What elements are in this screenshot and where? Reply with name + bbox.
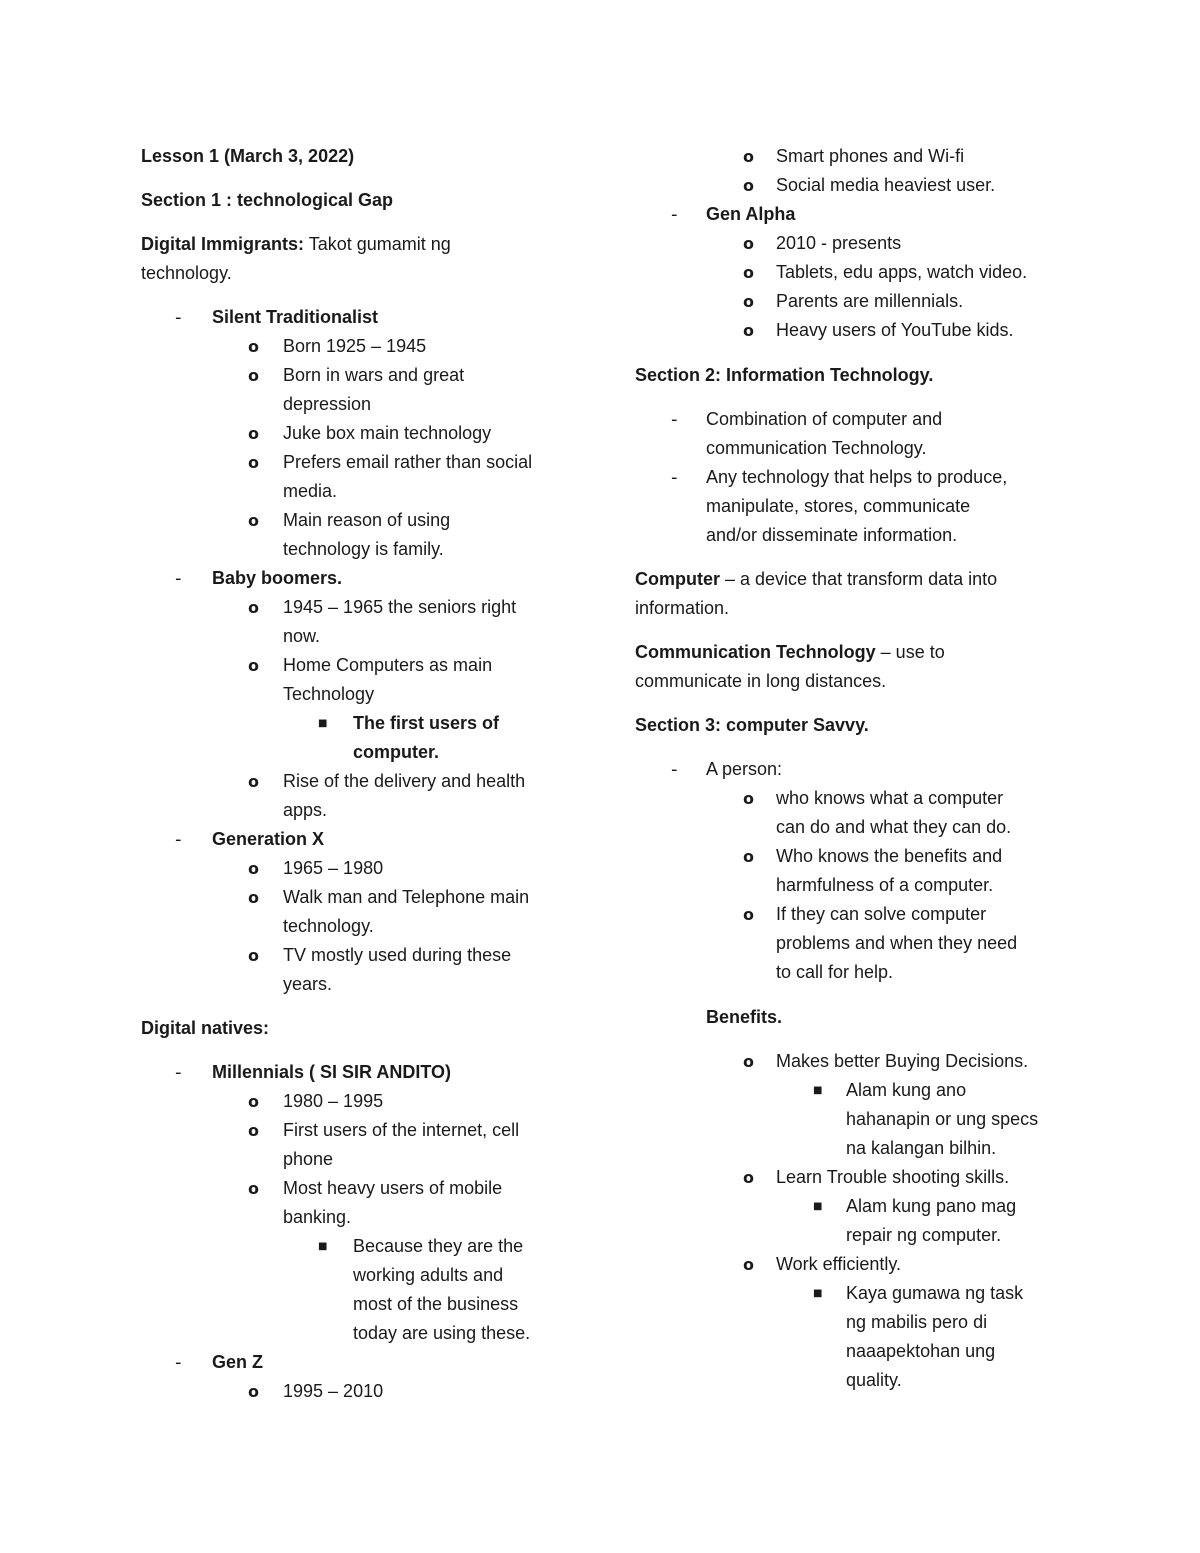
list-item	[141, 1232, 581, 1261]
communication-technology-definition	[635, 638, 1075, 667]
list-item-continuation: depression	[283, 394, 372, 414]
list-item-continuation: computer.	[353, 742, 440, 762]
dash-bullet: -	[671, 204, 678, 225]
list-item	[141, 1377, 581, 1406]
list-item-text: Kaya gumawa ng task	[846, 1283, 1024, 1303]
list-item-text: 1945 – 1965 the seniors right	[283, 597, 517, 617]
list-item-continuation: problems and when they need	[776, 933, 1018, 953]
list-item	[635, 316, 1075, 345]
list-item	[141, 854, 581, 883]
dash-bullet: -	[175, 568, 182, 589]
list-item-continuation: repair ng computer.	[846, 1225, 1002, 1245]
communication-technology-text: – use to	[875, 642, 945, 662]
circle-bullet: o	[743, 234, 754, 253]
dash-bullet: -	[671, 409, 678, 430]
circle-bullet: o	[248, 1179, 259, 1198]
gen-alpha-heading: Gen Alpha	[706, 204, 796, 224]
circle-bullet: o	[743, 321, 754, 340]
circle-bullet: o	[248, 337, 259, 356]
list-item-text: Learn Trouble shooting skills.	[776, 1167, 1010, 1187]
dash-bullet: -	[175, 1352, 182, 1373]
list-item	[635, 1250, 1075, 1279]
computer-definition	[635, 565, 1075, 594]
list-item-text: Born in wars and great	[283, 365, 465, 385]
list-item	[141, 1174, 581, 1203]
list-item-text: Rise of the delivery and health	[283, 771, 526, 791]
list-item	[141, 883, 581, 912]
list-item-continuation: today are using these.	[353, 1323, 531, 1343]
list-item-continuation: now.	[283, 626, 321, 646]
list-item	[635, 900, 1075, 929]
square-bullet: ■	[813, 1085, 823, 1096]
square-bullet: ■	[813, 1288, 823, 1299]
list-item	[635, 405, 1075, 434]
left-column	[141, 142, 581, 1406]
square-bullet: ■	[318, 718, 328, 729]
circle-bullet: o	[743, 789, 754, 808]
list-item-text: Who knows the benefits and	[776, 846, 1003, 866]
list-item	[635, 1279, 1075, 1308]
list-item-text: 1995 – 2010	[283, 1381, 384, 1401]
list-item	[635, 842, 1075, 871]
list-item-text: Prefers email rather than social	[283, 452, 533, 472]
circle-bullet: o	[743, 1255, 754, 1274]
dash-bullet: -	[671, 759, 678, 780]
circle-bullet: o	[248, 888, 259, 907]
list-item	[635, 784, 1075, 813]
list-item	[141, 361, 581, 390]
list-item	[635, 1047, 1075, 1076]
lesson-title: Lesson 1 (March 3, 2022)	[141, 146, 355, 166]
square-bullet: ■	[813, 1201, 823, 1212]
list-item	[635, 463, 1075, 492]
list-item-continuation: to call for help.	[776, 962, 894, 982]
list-item-text: Makes better Buying Decisions.	[776, 1051, 1029, 1071]
list-item-continuation: na kalangan bilhin.	[846, 1138, 997, 1158]
list-item-text: Because they are the	[353, 1236, 524, 1256]
list-item-text: Walk man and Telephone main	[283, 887, 530, 907]
list-item-continuation: and/or disseminate information.	[706, 525, 958, 545]
computer-text: – a device that transform data into	[720, 569, 998, 589]
generation-x-heading: Generation X	[212, 829, 325, 849]
list-item-continuation: technology.	[283, 916, 374, 936]
list-item	[635, 200, 1075, 229]
right-column	[635, 142, 1075, 1395]
list-item-continuation: years.	[283, 974, 333, 994]
circle-bullet: o	[743, 1052, 754, 1071]
list-item	[141, 825, 581, 854]
list-item	[141, 651, 581, 680]
list-item	[635, 258, 1075, 287]
list-item-text: 2010 - presents	[776, 233, 902, 253]
digital-natives-heading: Digital natives:	[141, 1018, 270, 1038]
list-item-text: Juke box main technology	[283, 423, 492, 443]
list-item-continuation: quality.	[846, 1370, 902, 1390]
list-item-continuation: technology is family.	[283, 539, 444, 559]
circle-bullet: o	[248, 772, 259, 791]
list-item-text: 1980 – 1995	[283, 1091, 384, 1111]
list-item-text: Work efficiently.	[776, 1254, 902, 1274]
list-item-text: Smart phones and Wi-fi	[776, 146, 965, 166]
list-item	[141, 564, 581, 593]
list-item-continuation: apps.	[283, 800, 328, 820]
list-item	[141, 1058, 581, 1087]
communication-technology-definition-2: communicate in long distances.	[635, 671, 887, 691]
gen-z-heading: Gen Z	[212, 1352, 264, 1372]
dash-bullet: -	[175, 307, 182, 328]
list-item-continuation: Technology	[283, 684, 375, 704]
list-item-text: Social media heaviest user.	[776, 175, 996, 195]
list-item	[141, 303, 581, 332]
dash-bullet: -	[175, 1062, 182, 1083]
list-item-text: Born 1925 – 1945	[283, 336, 427, 356]
circle-bullet: o	[248, 511, 259, 530]
baby-boomers-heading: Baby boomers.	[212, 568, 343, 588]
list-item-text: TV mostly used during these	[283, 945, 512, 965]
list-item-continuation: hahanapin or ung specs	[846, 1109, 1039, 1129]
list-item	[141, 1116, 581, 1145]
list-item-continuation: banking.	[283, 1207, 352, 1227]
list-item	[141, 709, 581, 738]
circle-bullet: o	[743, 263, 754, 282]
list-item-text: Tablets, edu apps, watch video.	[776, 262, 1028, 282]
computer-label: Computer	[635, 569, 720, 589]
list-item-text: Alam kung ano	[846, 1080, 967, 1100]
list-item-continuation: working adults and	[353, 1265, 504, 1285]
list-item-text: Alam kung pano mag	[846, 1196, 1017, 1216]
list-item	[635, 1076, 1075, 1105]
list-item-text: who knows what a computer	[776, 788, 1004, 808]
list-item	[141, 941, 581, 970]
list-item-text: A person:	[706, 759, 783, 779]
section-1-heading: Section 1 : technological Gap	[141, 190, 394, 210]
circle-bullet: o	[743, 292, 754, 311]
silent-traditionalist-heading: Silent Traditionalist	[212, 307, 379, 327]
list-item-text: If they can solve computer	[776, 904, 987, 924]
circle-bullet: o	[248, 598, 259, 617]
list-item-continuation: can do and what they can do.	[776, 817, 1012, 837]
list-item	[635, 171, 1075, 200]
circle-bullet: o	[248, 656, 259, 675]
list-item	[635, 1163, 1075, 1192]
list-item-text: Main reason of using	[283, 510, 451, 530]
list-item-text: Parents are millennials.	[776, 291, 964, 311]
circle-bullet: o	[248, 424, 259, 443]
list-item-continuation: ng mabilis pero di	[846, 1312, 988, 1332]
list-item	[635, 287, 1075, 316]
list-item-continuation: manipulate, stores, communicate	[706, 496, 971, 516]
digital-immigrants-paragraph	[141, 230, 581, 259]
circle-bullet: o	[248, 1121, 259, 1140]
communication-technology-label: Communication Technology	[635, 642, 876, 662]
circle-bullet: o	[743, 147, 754, 166]
list-item	[635, 755, 1075, 784]
list-item-text: Home Computers as main	[283, 655, 493, 675]
list-item-continuation: most of the business	[353, 1294, 519, 1314]
list-item-text: The first users of	[353, 713, 500, 733]
circle-bullet: o	[248, 1382, 259, 1401]
list-item	[635, 229, 1075, 258]
digital-immigrants-label: Digital Immigrants:	[141, 234, 305, 254]
millennials-heading: Millennials ( SI SIR ANDITO)	[212, 1062, 452, 1082]
digital-immigrants-text-2: technology.	[141, 263, 232, 283]
list-item-continuation: phone	[283, 1149, 334, 1169]
circle-bullet: o	[248, 859, 259, 878]
list-item	[141, 767, 581, 796]
list-item-continuation: naaapektohan ung	[846, 1341, 996, 1361]
circle-bullet: o	[743, 1168, 754, 1187]
list-item	[141, 448, 581, 477]
section-3-heading: Section 3: computer Savvy.	[635, 715, 869, 735]
dash-bullet: -	[175, 829, 182, 850]
list-item-text: First users of the internet, cell	[283, 1120, 520, 1140]
list-item	[141, 419, 581, 448]
digital-immigrants-text: Takot gumamit ng	[304, 234, 451, 254]
dash-bullet: -	[671, 467, 678, 488]
circle-bullet: o	[248, 453, 259, 472]
circle-bullet: o	[743, 847, 754, 866]
list-item-text: Combination of computer and	[706, 409, 943, 429]
list-item-continuation: communication Technology.	[706, 438, 927, 458]
list-item-text: 1965 – 1980	[283, 858, 384, 878]
circle-bullet: o	[248, 366, 259, 385]
list-item	[141, 593, 581, 622]
benefits-heading: Benefits.	[706, 1007, 783, 1027]
section-2-heading: Section 2: Information Technology.	[635, 365, 934, 385]
list-item	[141, 506, 581, 535]
list-item	[635, 142, 1075, 171]
list-item-continuation: media.	[283, 481, 338, 501]
square-bullet: ■	[318, 1241, 328, 1252]
computer-definition-2: information.	[635, 598, 730, 618]
list-item	[141, 1348, 581, 1377]
list-item	[141, 1087, 581, 1116]
list-item-text: Most heavy users of mobile	[283, 1178, 503, 1198]
list-item	[635, 1192, 1075, 1221]
list-item-text: Any technology that helps to produce,	[706, 467, 1008, 487]
circle-bullet: o	[743, 905, 754, 924]
circle-bullet: o	[248, 1092, 259, 1111]
list-item	[141, 332, 581, 361]
circle-bullet: o	[248, 946, 259, 965]
circle-bullet: o	[743, 176, 754, 195]
list-item-text: Heavy users of YouTube kids.	[776, 320, 1014, 340]
list-item-continuation: harmfulness of a computer.	[776, 875, 994, 895]
